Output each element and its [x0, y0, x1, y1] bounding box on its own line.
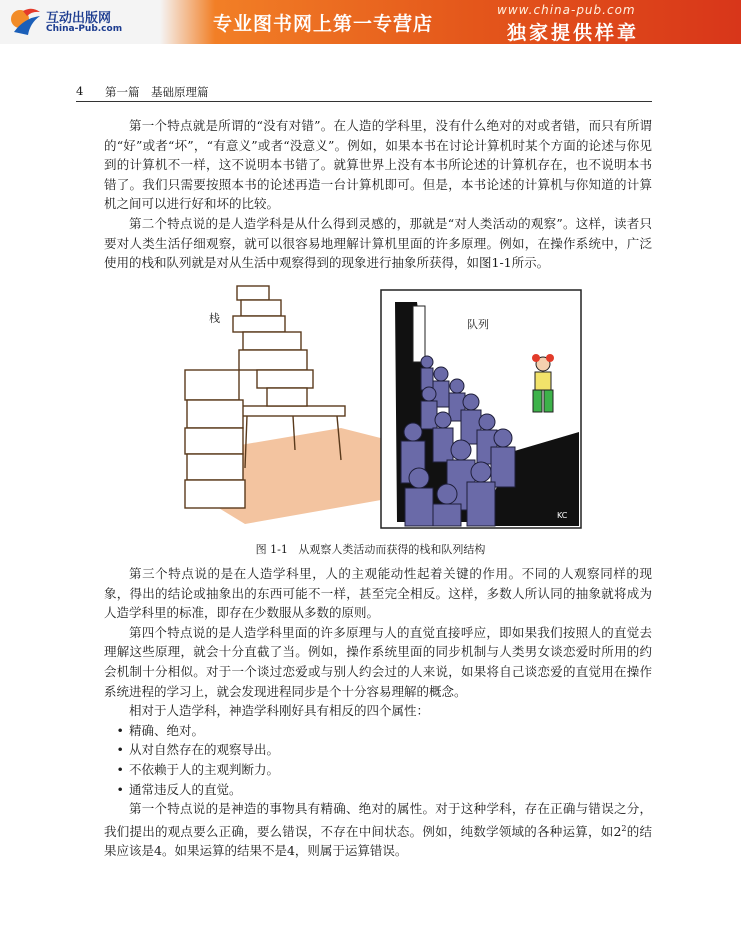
paragraph-4: 第四个特点说的是人造学科里面的许多原理与人的直觉直接呼应，即如果我们按照人的直觉去理解这些原理，就会十分直截了当。例如，操作系统里面的同步机制与人类男女谈恋爱时所用的约会机制十分相似。对于一个谈过恋爱或与别人约会过的人来说，如果将自己谈恋爱的直觉用在操作系统进程的学习上，就会发现进程同步是个十分容易理解的概念。 — [104, 624, 652, 699]
stack-label: 栈 — [209, 312, 220, 325]
superscript-exponent: 2 — [621, 823, 627, 833]
page-number: 4 — [76, 84, 84, 98]
body-text-top — [104, 116, 652, 273]
banner-slogan: 专业图书网上第一专营店 — [213, 13, 434, 35]
figure-illustration — [181, 282, 593, 534]
queue-label: 队列 — [467, 318, 489, 331]
header-banner — [0, 0, 741, 44]
paragraph-1: 第一个特点就是所谓的“没有对错”。在人造的学科里，没有什么绝对的对或者错，而只有所谓的“好”或者“坏”，“有意义”或者“没意义”。例如，如果本书在讨论计算机时某个方面的论述与你见到的计算机不一样，这不说明本书错了。就算世界上没有本书所论述的计算机存在，也不说明本书错了。我们只需要按照本书的论述再造一台计算机即可。但是，本书论述的计算机与你知道的计算机之间可以进行好和坏的比较。 — [104, 118, 652, 212]
body-text-bottom — [104, 564, 652, 861]
part-label: 第一篇 — [105, 85, 140, 99]
paragraph-3: 第三个特点说的是在人造学科里，人的主观能动性起着关键的作用。不同的人观察同样的现象，得出的结论或抽象出的东西可能不一样，甚至完全相反。这样，多数人所认同的抽象就将成为人造学科里的标准，即存在少数服从多数的原则。 — [104, 566, 652, 621]
property-list — [104, 721, 652, 799]
queue-illustration — [381, 290, 581, 528]
paragraph-5: 相对于人造学科，神造学科刚好具有相反的四个属性： — [129, 703, 430, 719]
site-url-link[interactable]: www.china-pub.com — [497, 3, 636, 17]
list-item: • 通常违反人的直觉。 — [116, 781, 242, 797]
running-head — [76, 83, 652, 102]
figure-stack-and-queue — [181, 282, 593, 534]
logo-english-name: China-Pub.com — [46, 24, 123, 34]
list-item: • 不依赖于人的主观判断力。 — [116, 761, 280, 777]
stack-illustration — [185, 286, 396, 524]
sample-chapter-tag: 独家提供样章 — [507, 22, 640, 44]
list-item: • 从对自然存在的观察导出。 — [116, 742, 280, 758]
paragraph-2: 第二个特点说的是人造学科是从什么得到灵感的，那就是“对人类活动的观察”。这样，读者只要对人类生活仔细观察，就可以很容易地理解计算机里面的许多原理。例如，在操作系统中，广泛使用的栈和队列就是对从生活中观察得到的现象进行抽象所获得，如图1-1所示。 — [104, 215, 652, 271]
logo-chinese-name: 互动出版网 — [46, 11, 112, 26]
part-title: 基础原理篇 — [151, 85, 209, 99]
logo-swirl-icon — [10, 6, 44, 38]
figure-caption — [0, 541, 741, 557]
figure-caption-text: 从观察人类活动而获得的栈和队列结构 — [298, 543, 486, 556]
paragraph-6: 第一个特点说的是神造的事物具有精确、绝对的属性。对于这种学科，存在正确与错误之分，我们提出的观点要么正确，要么错误，不存在中间状态。例如，纯数学领域的各种运算，如$2^2$的结果应该是4。如果运算的结果不是4，则属于运算错误。 — [104, 801, 652, 859]
list-item: • 精确、绝对。 — [116, 722, 205, 738]
figure-number: 图 1-1 — [255, 543, 288, 556]
china-pub-logo[interactable] — [10, 4, 150, 40]
artist-signature: KC — [557, 511, 568, 520]
